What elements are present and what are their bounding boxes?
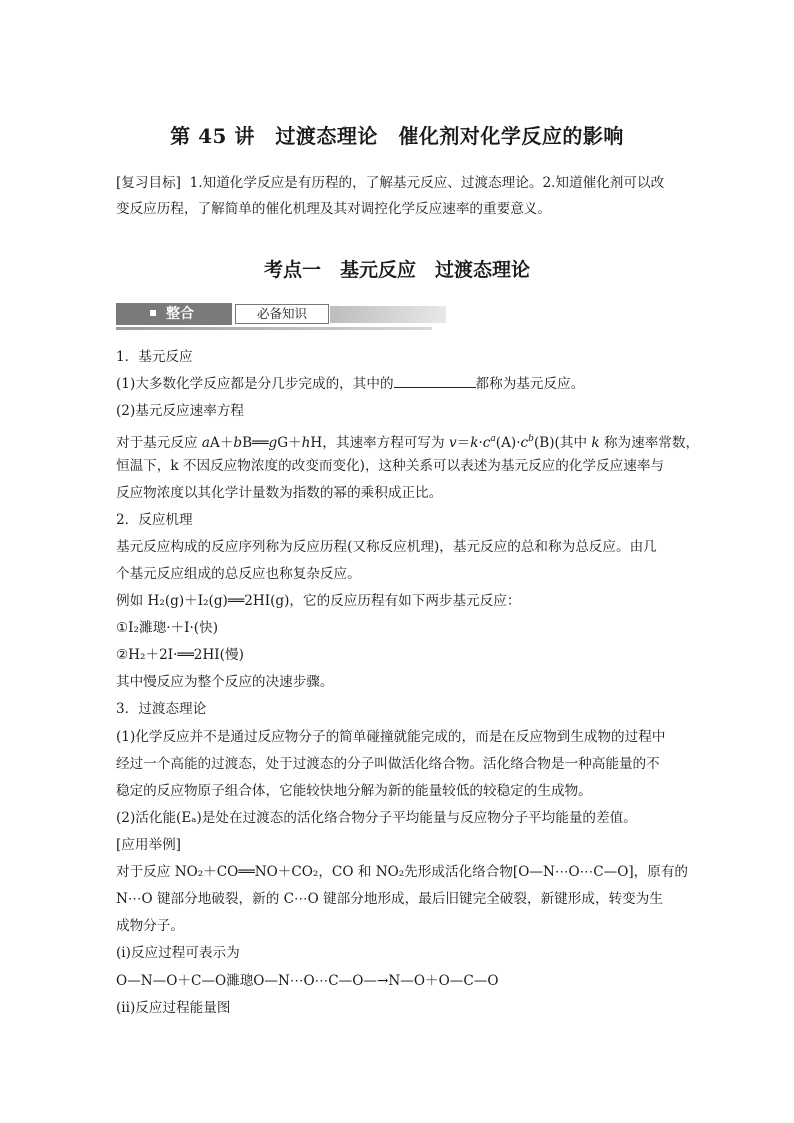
banner-rule [116, 327, 432, 330]
section-banner [116, 303, 432, 329]
mechanism-line-2: 个基元反应组成的总反应也称复杂反应。 [116, 566, 361, 582]
rate-eq-c: (其中 [554, 435, 592, 451]
example-line-1: 对于反应 NO₂＋CO══NO＋CO₂，CO 和 NO₂先形成活化络合物[O—N⋯O⋯C—O]，原有的 [116, 864, 689, 880]
review-goal-label: [复习目标] [116, 175, 181, 191]
step-2: ②H₂＋2I·══2HI(慢) [116, 647, 244, 663]
heading-transition-state: 3．过渡态理论 [116, 701, 207, 717]
review-goal-text-1: 1.知道化学反应是有历程的，了解基元反应、过渡态理论。2.知道催化剂可以改 [189, 175, 665, 191]
section-title: 考点一 基元反应 过渡态理论 [263, 259, 530, 281]
transition-line-3: 稳定的反应物原子组合体，它能较快地分解为新的能量较低的较稳定的生成物。 [116, 783, 592, 799]
energy-diagram-heading: (ⅱ)反应过程能量图 [116, 1000, 231, 1016]
banner-shade [330, 306, 446, 323]
process-equation: O—N—O＋C—O濉璁O—N⋯O⋯C—O—→N—O＋O—C—O [116, 973, 499, 989]
transition-line-1: (1)化学反应并不是通过反应物分子的简单碰撞就能完成的，而是在反应物到生成物的过程中 [116, 729, 666, 745]
rate-equation-line: 对于基元反应 aA＋bB══gG＋hH，其速率方程可写为 $v=k\cdot c^a(A)\cdot c^b(B)$(其中 k 称为速率常数， [116, 434, 700, 451]
heading-reaction-mechanism: 2．反应机理 [116, 512, 193, 528]
rate-equation-line-2: 恒温下，k 不因反应物浓度的改变而变化)，这种关系可以表述为基元反应的化学反应速率与 [116, 458, 665, 474]
lecture-title: 第 45 讲 过渡态理论 催化剂对化学反应的影响 [170, 124, 624, 148]
step-1: ①I₂濉璁·＋I·(快) [116, 620, 218, 636]
banner-main-label: 整合 [166, 306, 194, 322]
reaction-formula: aA＋bB══gG＋hH [201, 435, 323, 451]
rate-eq-b: ，其速率方程可写为 [322, 435, 449, 451]
review-goal-line-2: 变反应历程，了解简单的催化机理及其对调控化学反应速率的重要意义。 [116, 201, 551, 217]
example-line-2: N⋯O 键部分地破裂，新的 C⋯O 键部分地形成，最后旧键完全破裂，新键形成，转变为生 [116, 891, 663, 907]
banner-sub-label: 必备知识 [235, 304, 329, 324]
banner-main [116, 303, 232, 325]
rate-formula: $v=k\cdot c^a(A)\cdot c^b(B)$ [448, 434, 555, 451]
review-goal-line-1 [116, 174, 664, 192]
application-example-label: [应用举例] [116, 837, 181, 853]
paragraph-2: (2)基元反应速率方程 [116, 403, 245, 419]
transition-line-2: 经过一个高能的过渡态，处于过渡态的分子叫做活化络合物。活化络合物是一种高能量的不 [116, 756, 660, 772]
activation-energy-line: (2)活化能(Eₐ)是处在过渡态的活化络合物分子平均能量与反应物分子平均能量的差值。 [116, 810, 637, 826]
rate-eq-d: 称为速率常数， [599, 435, 700, 451]
fill-in-blank [394, 375, 476, 388]
example-line: 例如 H₂(g)＋I₂(g)══2HI(g)，它的反应历程有如下两步基元反应： [116, 593, 521, 609]
paragraph-1-b: 都称为基元反应。 [475, 376, 585, 392]
rate-eq-a: 对于基元反应 [116, 435, 202, 451]
paragraph-1-a: (1)大多数化学反应都是分几步完成的，其中的 [116, 376, 394, 392]
rate-equation-line-3: 反应物浓度以其化学计量数为指数的幂的乘积成正比。 [116, 485, 443, 501]
process-heading: (ⅰ)反应过程可表示为 [116, 945, 240, 961]
rate-determining-note: 其中慢反应为整个反应的决速步骤。 [116, 674, 334, 690]
mechanism-line-1: 基元反应构成的反应序列称为反应历程(又称反应机理)，基元反应的总和称为总反应。由几 [116, 539, 657, 555]
example-line-3: 成物分子。 [116, 918, 184, 934]
heading-elementary-reaction: 1．基元反应 [116, 349, 193, 365]
square-bullet-icon [150, 310, 156, 316]
paragraph-1 [116, 375, 681, 393]
